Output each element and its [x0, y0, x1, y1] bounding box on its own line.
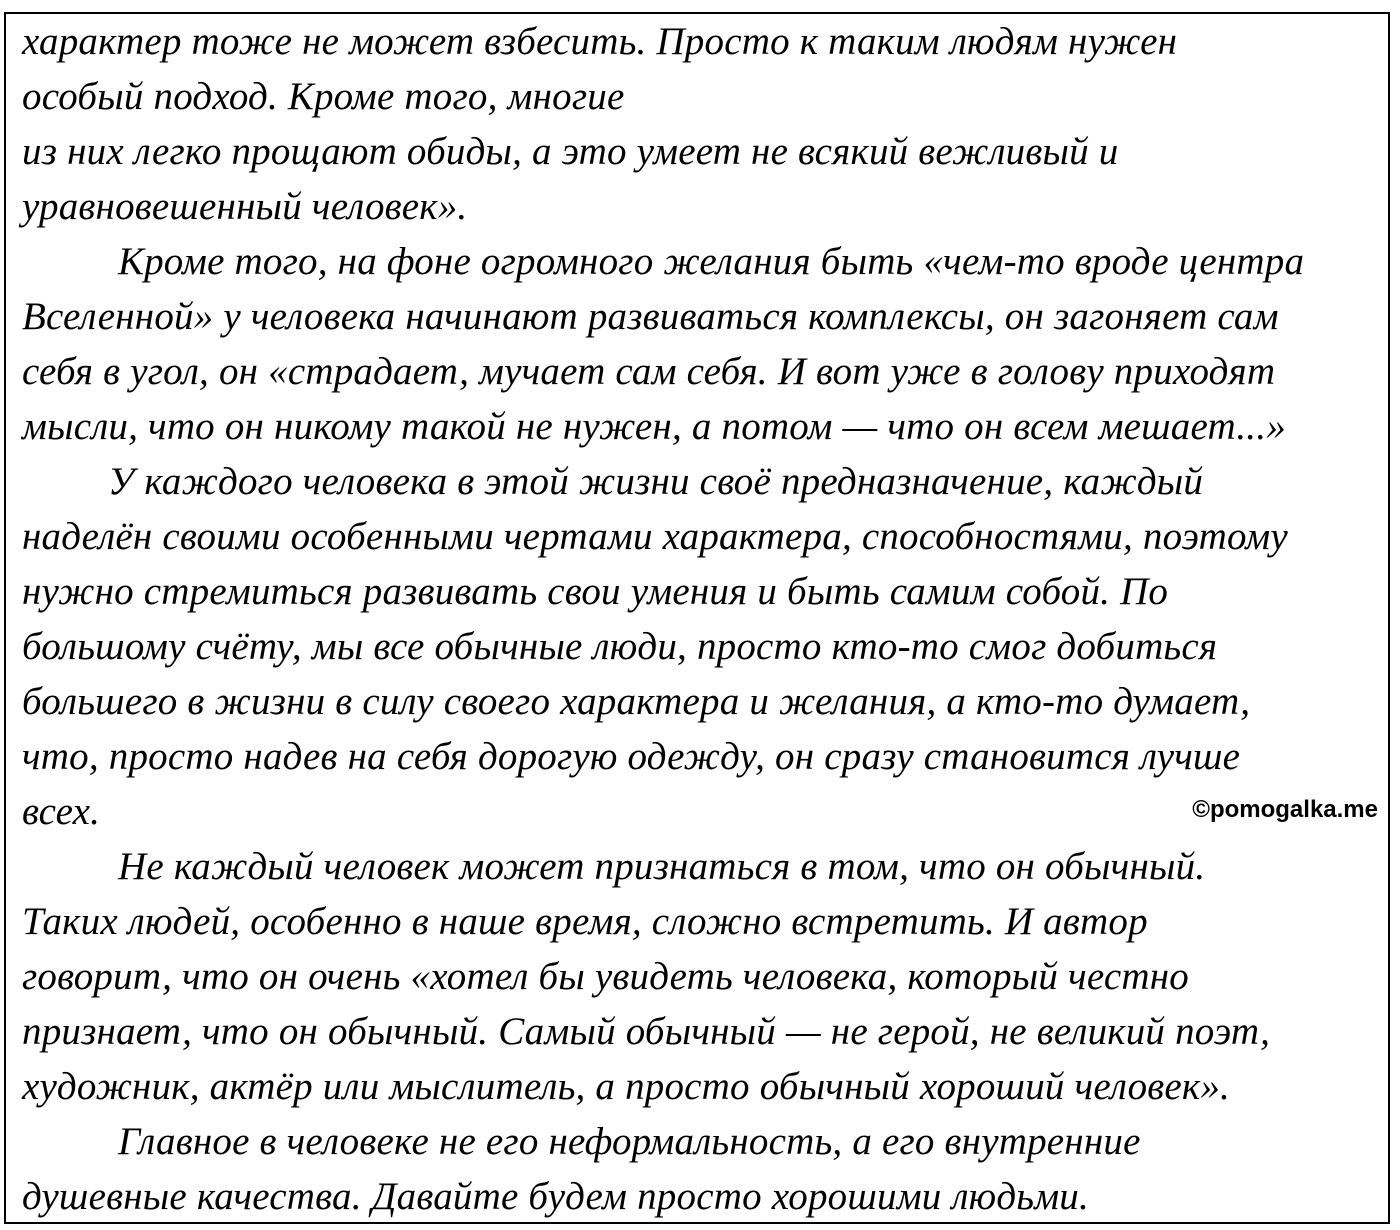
text-line: мысли, что он никому такой не нужен, а потом — что он всем мешает...»: [22, 405, 1286, 448]
text-line: Таких людей, особенно в наше время, сложно встретить. И автор: [22, 900, 1148, 943]
text-line: художник, актёр или мыслитель, а просто обычный хороший человек».: [22, 1065, 1231, 1108]
text-line: наделён своими особенными чертами характера, способностями, поэтому: [22, 515, 1288, 558]
text-line: говорит, что он очень «хотел бы увидеть человека, который честно: [22, 955, 1189, 998]
paragraph-start-line: Не каждый человек может признаться в том, что он обычный.: [118, 845, 1206, 888]
paragraph-start-line: Кроме того, на фоне огромного желания быть «чем-то вроде центра: [118, 240, 1305, 283]
text-line: всех.: [22, 790, 101, 833]
text-line: что, просто надев на себя дорогую одежду, он сразу становится лучше: [22, 735, 1241, 778]
document-page: [4, 12, 1390, 1224]
paragraph-start-line: Главное в человеке не его неформальность, а его внутренние: [118, 1120, 1141, 1163]
watermark: ©pomogalka.me: [1192, 796, 1378, 823]
text-line: душевные качества. Давайте будем просто хорошими людьми.: [22, 1175, 1089, 1218]
text-line: из них легко прощают обиды, а это умеет не всякий вежливый и: [22, 130, 1119, 173]
text-line: себя в угол, он «страдает, мучает сам себя. И вот уже в голову приходят: [22, 350, 1276, 393]
text-line: большому счёту, мы все обычные люди, просто кто-то смог добиться: [22, 625, 1218, 668]
text-line: признает, что он обычный. Самый обычный — не герой, не великий поэт,: [22, 1010, 1271, 1053]
text-line: нужно стремиться развивать свои умения и быть самим собой. По: [22, 570, 1169, 613]
text-line: особый подход. Кроме того, многие: [22, 75, 625, 118]
paragraph-start-line: У каждого человека в этой жизни своё предназначение, каждый: [108, 460, 1204, 503]
text-line: характер тоже не может взбесить. Просто к таким людям нужен: [22, 20, 1178, 63]
text-line: Вселенной» у человека начинают развиваться комплексы, он загоняет сам: [22, 295, 1279, 338]
text-line: уравновешенный человек».: [22, 185, 468, 228]
document-text: [22, 14, 1382, 1224]
text-line: большего в жизни в силу своего характера и желания, а кто-то думает,: [22, 680, 1251, 723]
